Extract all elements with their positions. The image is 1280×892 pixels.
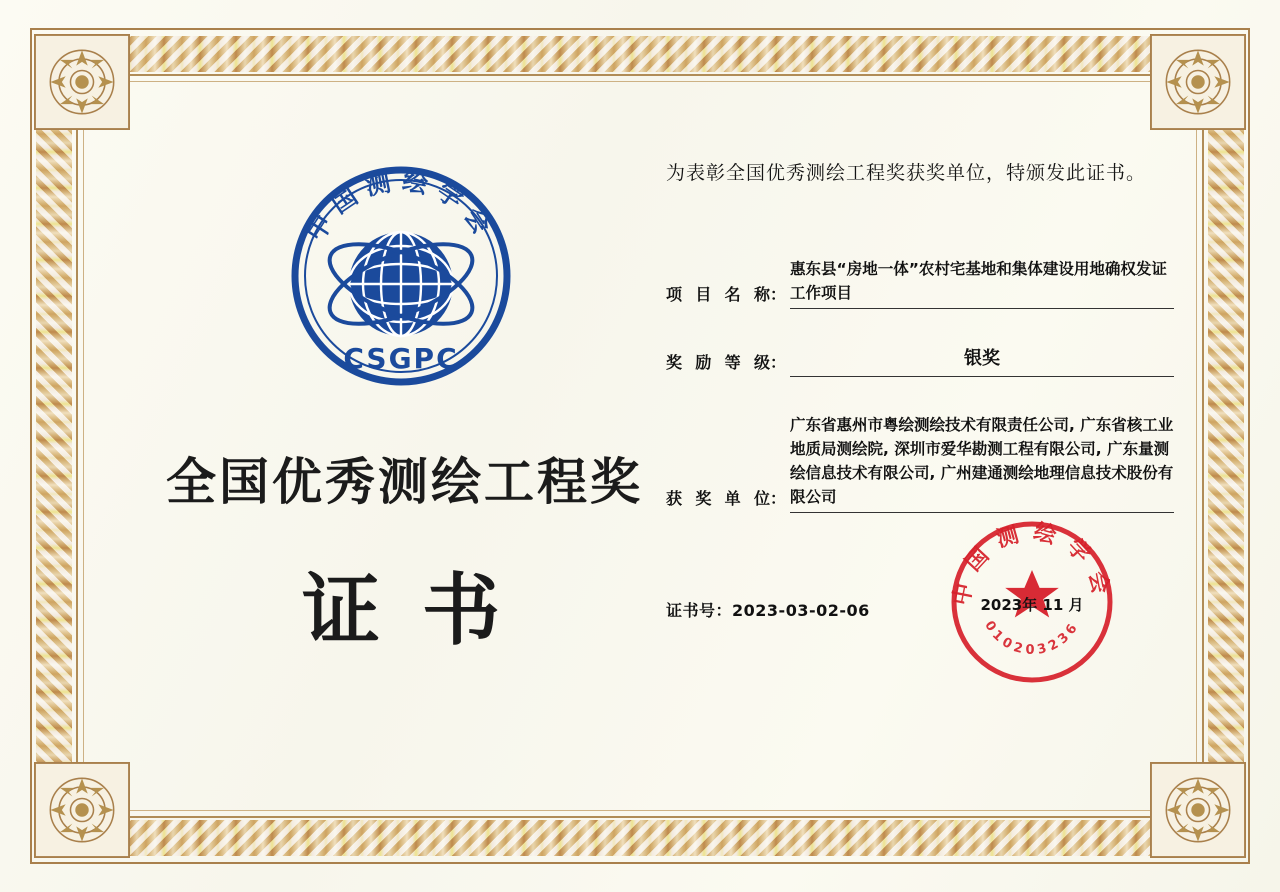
field-award-level [666, 345, 1174, 377]
left-column [166, 156, 643, 660]
svg-text:中国测绘学会: 中国测绘学会 [300, 165, 502, 247]
border-band-bottom [38, 820, 1242, 856]
certificate-content [96, 96, 1184, 796]
border-band-top [38, 36, 1242, 72]
society-emblem [281, 156, 521, 396]
intro-text: 为表彰全国优秀测绘工程奖获奖单位，特颁发此证书。 [666, 162, 1147, 184]
field-label: 项目名称 [666, 285, 770, 305]
field-award-units [666, 413, 1174, 513]
field-label: 奖励等级 [666, 352, 770, 372]
fields-list [666, 257, 1174, 513]
seal-date: 2023年 11 月 [980, 596, 1084, 614]
svg-text:中国测绘学会: 中国测绘学会 [949, 519, 1115, 608]
field-colon: ： [770, 352, 787, 372]
field-value: 惠东县“房地一体”农村宅基地和集体建设用地确权发证工作项目 [790, 257, 1174, 309]
border-band-left [36, 38, 72, 854]
field-value: 银奖 [790, 345, 1174, 377]
field-value: 广东省惠州市粤绘测绘技术有限责任公司, 广东省核工业地质局测绘院, 深圳市爱华勘测工程有限公司, 广东量测绘信息技术有限公司, 广州建通测绘地理信息技术股份有限公司 [790, 413, 1174, 513]
certificate-number-label: 证书号： [666, 601, 733, 620]
official-seal [948, 518, 1116, 686]
right-column [666, 158, 1174, 658]
field-colon: ： [770, 488, 787, 508]
globe-orbit-icon [281, 156, 521, 396]
certificate-number [666, 598, 870, 621]
red-star-icon [1005, 570, 1059, 618]
svg-text:CSGPC: CSGPC [343, 342, 459, 375]
field-label: 获奖单位 [666, 488, 770, 508]
certificate-word: 证书 [301, 566, 542, 656]
award-title: 全国优秀测绘工程奖 [166, 453, 643, 511]
field-colon: ： [770, 285, 787, 305]
svg-text:010203236: 010203236 [981, 618, 1083, 658]
red-seal-icon [948, 518, 1116, 686]
border-band-right [1208, 38, 1244, 854]
certificate-number-value: 2023-03-02-06 [732, 601, 870, 620]
field-project-name [666, 257, 1174, 309]
